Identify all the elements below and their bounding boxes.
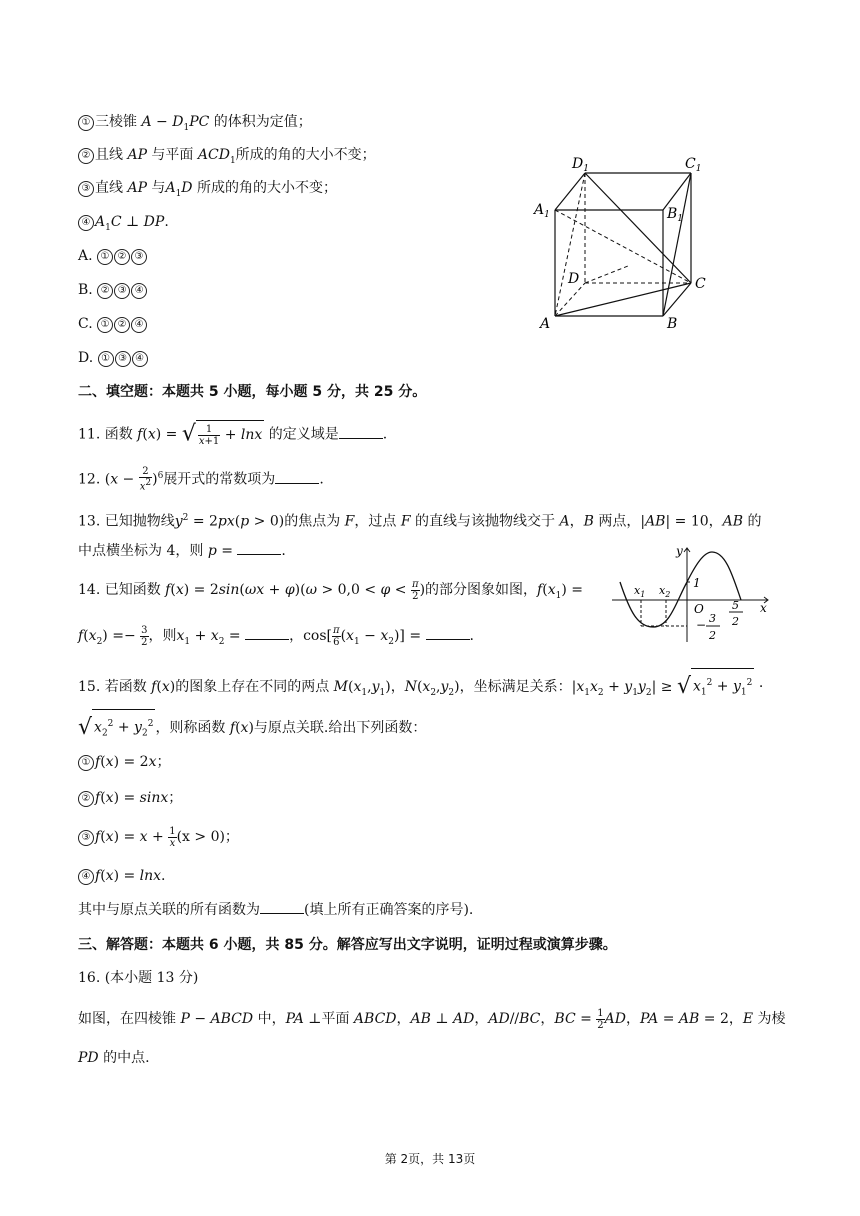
text: 直线 — [95, 180, 128, 196]
text: 与平面 — [146, 147, 198, 163]
circled-number: ③ — [115, 351, 131, 367]
text: 的部分图象如图， — [425, 582, 538, 598]
text: 的焦点为 — [284, 513, 345, 530]
q10-choice-a — [78, 246, 148, 266]
label-minus: − — [696, 618, 707, 632]
text: 两点， — [593, 513, 641, 530]
text: 与原点关联.给出下列函数： — [253, 720, 427, 737]
edge-bc — [663, 283, 691, 316]
circled-number: ② — [114, 317, 130, 333]
text: (填上所有正确答案的序号). — [304, 902, 474, 918]
text: 的定义域是 — [264, 426, 339, 443]
text: 12. — [78, 471, 105, 488]
circled-number-1: ① — [78, 755, 94, 771]
text: . — [281, 543, 286, 559]
circled-number-4: ④ — [78, 215, 94, 231]
hidden-diag-d1a — [555, 173, 585, 316]
q15-func-4: ④ f(x) = lnx. — [78, 866, 166, 886]
section2-heading: 二、填空题：本题共 5 小题，每小题 5 分，共 25 分。 — [78, 384, 427, 400]
diag-ac — [555, 283, 691, 316]
text: ，则 — [148, 628, 177, 644]
text: (x > 0)； — [176, 829, 239, 845]
label-origin: O — [694, 602, 704, 616]
q10-statement-1: ① 三棱锥 $A - D_1PC$ 的体积为定值； — [78, 112, 312, 138]
circled-number: ① — [97, 249, 113, 265]
circled-number-3: ③ — [78, 181, 94, 197]
circled-number: ④ — [132, 351, 148, 367]
text: ， — [289, 628, 304, 644]
q16-line2: PD 的中点. — [78, 1050, 150, 1066]
circled-number: ② — [114, 249, 130, 265]
label-a1: $A_1$ — [534, 202, 550, 220]
text: 展开式的常数项为 — [163, 471, 276, 488]
label-b1: $B_1$ — [667, 206, 684, 224]
hidden-dp — [585, 266, 628, 283]
text: 且线 — [95, 147, 128, 163]
circled-number-2: ② — [78, 148, 94, 164]
text: 与 — [146, 180, 166, 196]
text: . — [469, 628, 474, 644]
text: . — [319, 471, 324, 488]
label-2: 2 — [709, 629, 716, 642]
text: ， — [708, 513, 723, 530]
q11: 11. 函数 f(x) = √ $\frac{1}{x+1}$ + lnx 的定义域是 . — [78, 420, 387, 449]
choice-label: D. — [78, 350, 98, 366]
text: 15. 若函数 — [78, 679, 152, 696]
q15-func-2: ② f(x) = sinx； — [78, 788, 182, 808]
choice-label: B. — [78, 282, 98, 298]
label-x2: $x_2$ — [659, 584, 671, 599]
text: ， — [396, 1011, 411, 1027]
answer-blank — [275, 471, 319, 484]
q15-func-3: ③ f(x) = x + $\frac{1}{x}$ (x > 0)； — [78, 824, 239, 850]
q10-choice-b — [78, 280, 148, 300]
text: 其中与原点关联的所有函数为 — [78, 902, 260, 918]
hidden-edge-ad — [555, 283, 585, 316]
q10-choice-d — [78, 348, 149, 368]
label-3: 3 — [709, 612, 716, 625]
text: ， — [390, 679, 405, 696]
q10-statement-4: ④ $A_1C$ ⊥ DP. — [78, 212, 169, 238]
circled-number: ④ — [131, 317, 147, 333]
circled-number: ① — [98, 351, 114, 367]
choice-label: A. — [78, 248, 98, 264]
text: ， — [474, 1011, 489, 1027]
answer-blank — [260, 901, 304, 914]
label-x: x — [760, 601, 767, 615]
label-x1: $x_1$ — [634, 584, 646, 599]
text: 所成的角的大小不变； — [235, 147, 376, 163]
text: 为棱 — [753, 1011, 786, 1027]
label-c1: $C_1$ — [685, 156, 702, 174]
choice-label: C. — [78, 316, 98, 332]
answer-blank — [339, 426, 383, 439]
q16-header: 16. (本小题 13 分) — [78, 970, 199, 986]
diag-d1c — [585, 173, 691, 283]
q15-line2: √ $x_2^2 + y_2^2$ ，则称函数 f(x)与原点关联.给出下列函数： — [78, 709, 426, 747]
q14-line2: $f(x_2)$ =− $\frac{3}{2}$ ，则$x_1 + x_2$ = ，cos[ $\frac{\pi}{6}$ $(x_1 - x_2)$] = . — [78, 624, 474, 648]
text: 所成的角的大小不变； — [192, 180, 337, 196]
text: 如图，在四棱锥 — [78, 1011, 181, 1027]
circled-number: ② — [97, 283, 113, 299]
circled-number: ③ — [131, 249, 147, 265]
q16-line1: 如图，在四棱锥 P − ABCD 中，PA ⊥平面 ABCD，AB ⊥ AD，AD//BC，BC = $\frac{1}{2}$ AD，PA = AB = 2，E 为棱 — [78, 1007, 786, 1031]
label-a: A — [540, 316, 551, 332]
text: 中， — [253, 1011, 286, 1027]
diag-c1b — [663, 173, 691, 316]
text: 的直线与该抛物线交于 — [410, 513, 560, 530]
answer-blank — [426, 627, 470, 640]
text: 三棱锥 — [95, 114, 142, 130]
text: 的 — [743, 513, 762, 530]
circled-number: ③ — [114, 283, 130, 299]
text: 13. 已知抛物线 — [78, 513, 175, 530]
q10-statement-3: ③ 直线 AP 与$A_1D$ 所成的角的大小不变； — [78, 178, 337, 204]
text: ，过点 — [354, 513, 401, 530]
text: 平面 — [321, 1011, 354, 1027]
edge-a1d1 — [555, 173, 585, 210]
text: ，则称函数 — [155, 720, 230, 737]
text: 中点横坐标为 4，则 — [78, 543, 208, 559]
q13-line2: 中点横坐标为 4，则 p = . — [78, 543, 286, 559]
circled-number-1: ① — [78, 115, 94, 131]
text: ， — [728, 1011, 743, 1027]
sine-graph — [608, 542, 778, 647]
text: 的图象上存在不同的两点 — [175, 679, 334, 696]
text: . — [164, 214, 169, 230]
section3-heading: 三、解答题：本题共 6 小题，共 85 分。解答应写出文字说明，证明过程或演算步骤。 — [78, 937, 617, 953]
text: ， — [540, 1011, 555, 1027]
label-y: y — [676, 544, 683, 558]
page-footer: 第 2页，共 13页 — [384, 1152, 476, 1166]
text: . — [382, 426, 388, 443]
answer-blank — [245, 627, 289, 640]
text: ，坐标满足关系： — [459, 679, 572, 696]
label-one: 1 — [693, 576, 701, 590]
circled-number-2: ② — [78, 791, 94, 807]
circled-number-4: ④ — [78, 869, 94, 885]
circled-number-3: ③ — [78, 830, 94, 846]
q14-line1: 14. 已知函数 f(x) = 2sin(ωx + φ)(ω > 0,0 < φ < $\frac{\pi}{2}$ )的部分图象如图，$f(x_1)$ = — [78, 578, 583, 602]
q13-line1: 13. 已知抛物线$y^2 = 2px(p > 0)$的焦点为 F，过点 F 的直线与该抛物线交于 A，B 两点，|AB| = 10，AB 的 — [78, 513, 762, 530]
circled-number: ① — [97, 317, 113, 333]
q15-func-1: ① f(x) = 2x； — [78, 752, 170, 772]
q10-statement-2: ② 且线 AP 与平面 $ACD_1$所成的角的大小不变； — [78, 145, 376, 171]
answer-blank — [237, 542, 281, 555]
label-c: C — [695, 276, 706, 292]
q10-choice-c — [78, 314, 148, 334]
text: 11. 函数 — [78, 426, 138, 443]
label-b: B — [667, 316, 678, 332]
label-5: 5 — [732, 599, 739, 612]
label-2b: 2 — [732, 615, 739, 628]
text: 的体积为定值； — [209, 114, 312, 130]
q15-line1: 15. 若函数 f(x)的图象上存在不同的两点 $M(x_1,y_1)$，$N(x_2,y_2)$，坐标满足关系：$|x_1x_2 + y_1y_2|$ ≥ √ $x_1^2 + y_1^2$ · — [78, 668, 763, 707]
circled-number: ④ — [131, 283, 147, 299]
label-d1: $D_1$ — [572, 156, 589, 174]
text: ， — [626, 1011, 641, 1027]
cube-figure — [528, 148, 718, 333]
text: 的中点. — [98, 1050, 150, 1066]
q15-question — [78, 900, 473, 920]
q12: 12. (x − $\frac{2}{x^2}$ )$^6$展开式的常数项为 . — [78, 466, 324, 493]
label-d: D — [568, 271, 580, 287]
text: 14. 已知函数 — [78, 582, 166, 598]
